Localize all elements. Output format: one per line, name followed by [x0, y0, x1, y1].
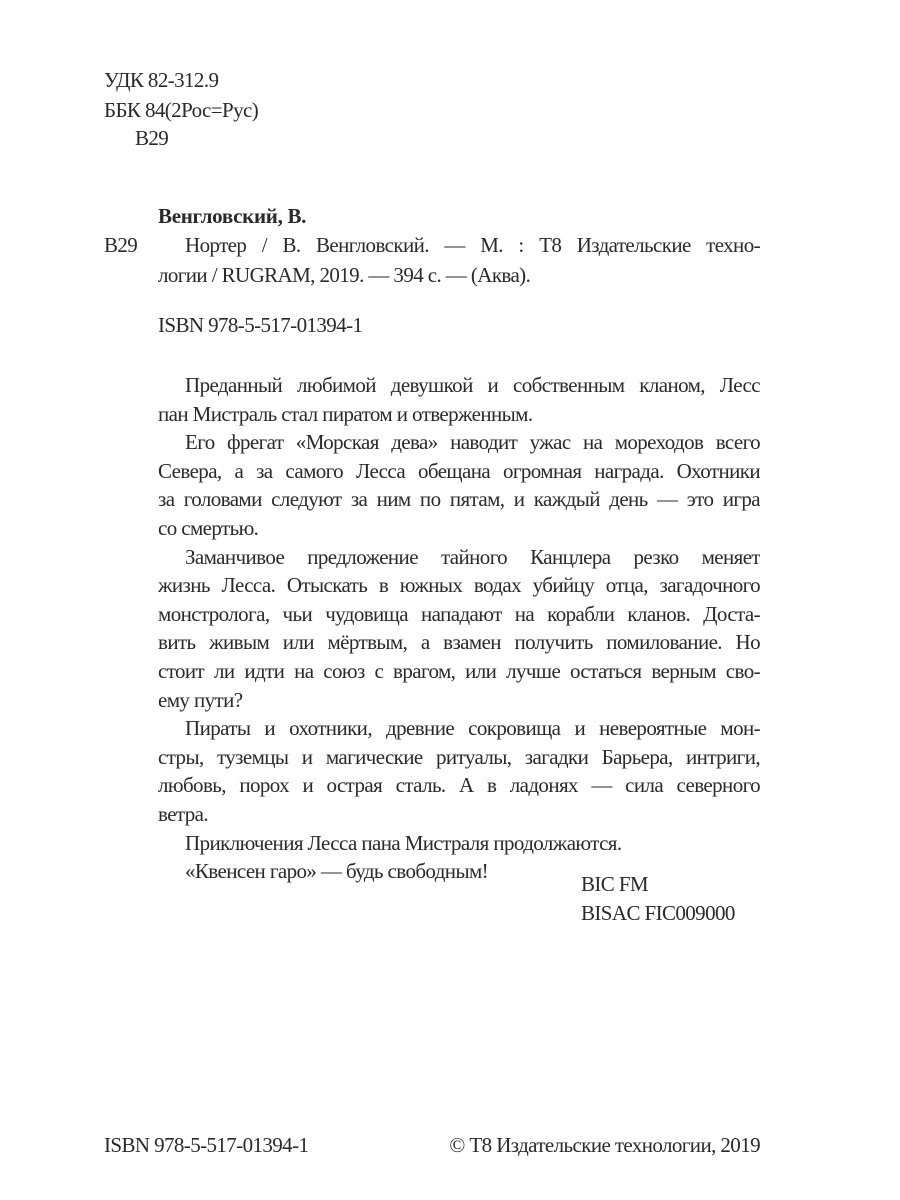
annotation-line: Пираты и охотники, древние сокровища и невероятные мон-: [185, 716, 760, 741]
annotation-line: ему пути?: [158, 687, 243, 712]
udk-code: УДК 82-312.9: [104, 68, 219, 92]
annotation-line: монстролога, чьи чудовища нападают на корабли кланов. Доста-: [158, 601, 760, 626]
annotation-line: Заманчивое предложение тайного Канцлера резко меняет: [185, 544, 760, 569]
bibliographic-description-line-1: Нортер / В. Венгловский. — М. : Т8 Издательские техно-: [185, 233, 760, 257]
author-name: Венгловский, В.: [158, 204, 307, 228]
annotation-line: Севера, а за самого Лесса обещана огромная награда. Охотники: [158, 458, 760, 483]
annotation-line: со смертью.: [158, 516, 259, 540]
annotation-line: Его фрегат «Морская дева» наводит ужас на мореходов всего: [185, 430, 760, 455]
annotation-line: за головами следуют за ним по пятам, и каждый день — это игра: [158, 487, 760, 512]
annotation-line: жизнь Лесса. Отыскать в южных водах убийцу отца, загадочного: [158, 573, 760, 598]
bibliographic-description-line-2: логии / RUGRAM, 2019. — 394 с. — (Аква).: [158, 263, 531, 287]
bic-code: BIC FM: [581, 872, 649, 896]
author-mark-inline: В29: [104, 233, 138, 257]
annotation-line: «Квенсен гаро» — будь свободным!: [185, 859, 489, 884]
annotation-line: ветра.: [158, 802, 209, 826]
annotation-line: стры, туземцы и магические ритуалы, загадки Барьера, интриги,: [158, 744, 760, 769]
author-mark: В29: [135, 126, 169, 150]
annotation-line: вить живым или мёртвым, а взамен получить помилование. Но: [158, 630, 760, 655]
annotation-line: пан Мистраль стал пиратом и отверженным.: [158, 401, 533, 426]
isbn: ISBN 978-5-517-01394-1: [158, 313, 363, 337]
bisac-code: BISAC FIC009000: [581, 901, 735, 925]
annotation-line: Преданный любимой девушкой и собственным кланом, Лесс: [185, 373, 760, 397]
annotation-line: любовь, порох и острая сталь. А в ладонях — сила северного: [158, 773, 760, 798]
footer-isbn: ISBN 978-5-517-01394-1: [104, 1133, 309, 1157]
annotation-line: Приключения Лесса пана Мистраля продолжаются.: [185, 830, 622, 855]
copyright: © Т8 Издательские технологии, 2019: [449, 1133, 760, 1157]
annotation-line: стоит ли идти на союз с врагом, или лучше остаться верным сво-: [158, 659, 760, 683]
bbk-code: ББК 84(2Рос=Рус): [104, 98, 259, 122]
